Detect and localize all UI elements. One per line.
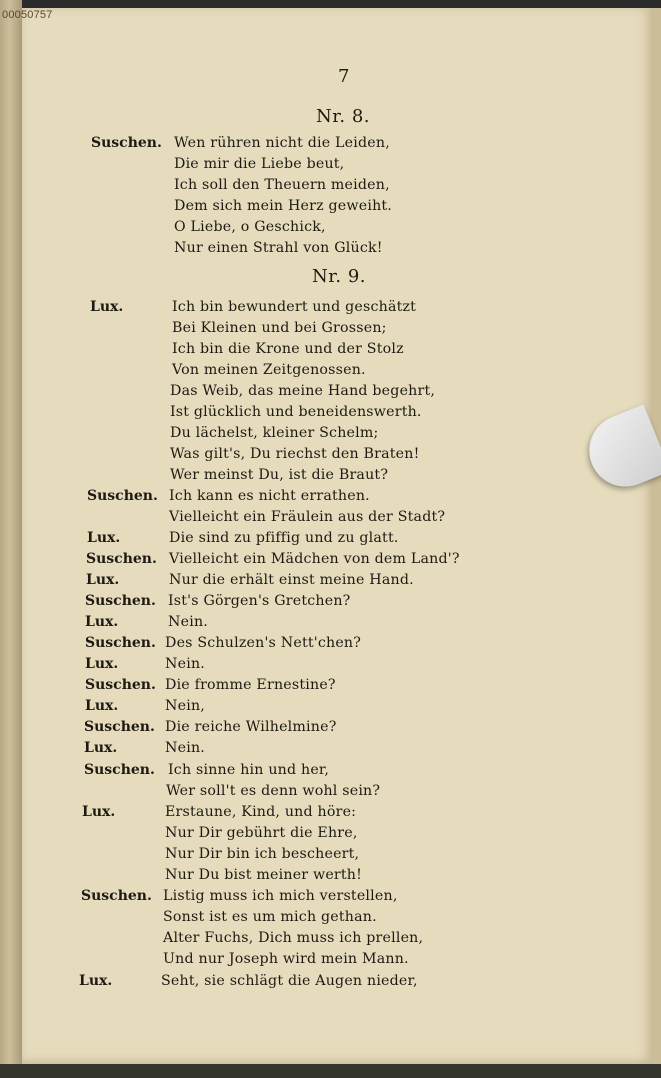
speaker-label: Suschen. [85, 677, 156, 693]
speaker-label: Lux. [85, 614, 119, 630]
verse-line: Ich soll den Theuern meiden, [174, 177, 390, 193]
verse-line: Erstaune, Kind, und höre: [165, 804, 357, 820]
verse-line: Nein. [168, 614, 208, 630]
page-number: 7 [338, 66, 350, 87]
verse-line: Nein. [165, 740, 205, 756]
verse-line: Und nur Joseph wird mein Mann. [163, 951, 409, 967]
verse-line: Ich bin bewundert und geschätzt [172, 299, 417, 315]
verse-line: Ich sinne hin und her, [168, 762, 330, 778]
speaker-label: Lux. [79, 973, 113, 989]
speaker-label: Lux. [82, 804, 116, 820]
speaker-label: Suschen. [86, 551, 157, 567]
speaker-label: Lux. [85, 656, 119, 672]
speaker-label: Lux. [86, 572, 120, 588]
speaker-label: Lux. [87, 530, 121, 546]
verse-line: O Liebe, o Geschick, [174, 219, 326, 235]
verse-line: Dem sich mein Herz geweiht. [174, 198, 393, 214]
verse-line: Ist's Görgen's Gretchen? [168, 593, 351, 609]
verse-line: Was gilt's, Du riechst den Braten! [170, 446, 420, 462]
verse-line: Vielleicht ein Mädchen von dem Land'? [169, 551, 460, 567]
verse-line: Nein. [165, 656, 205, 672]
verse-line: Die mir die Liebe beut, [174, 156, 345, 172]
verse-line: Seht, sie schlägt die Augen nieder, [161, 973, 418, 989]
book-gutter [0, 0, 22, 1078]
speaker-label: Suschen. [84, 719, 155, 735]
page-edge [651, 8, 661, 1068]
speaker-label: Suschen. [81, 888, 152, 904]
scan-bottom-border [0, 1064, 661, 1078]
verse-line: Die sind zu pfiffig und zu glatt. [169, 530, 399, 546]
speaker-label: Suschen. [91, 135, 162, 151]
verse-line: Ich kann es nicht errathen. [169, 488, 370, 504]
verse-line: Das Weib, das meine Hand begehrt, [170, 383, 436, 399]
verse-line: Alter Fuchs, Dich muss ich prellen, [163, 930, 424, 946]
verse-line: Ist glücklich und beneidenswerth. [170, 404, 422, 420]
section-heading-nr8: Nr. 8. [316, 106, 370, 127]
section-heading-nr9: Nr. 9. [312, 266, 366, 287]
verse-line: Nur Dir gebührt die Ehre, [165, 825, 358, 841]
speaker-label: Lux. [85, 698, 119, 714]
verse-line: Nur die erhält einst meine Hand. [169, 572, 414, 588]
verse-line: Nur Dir bin ich bescheert, [165, 846, 360, 862]
verse-line: Des Schulzen's Nett'chen? [165, 635, 362, 651]
speaker-label: Suschen. [84, 762, 155, 778]
verse-line: Von meinen Zeitgenossen. [172, 362, 366, 378]
verse-line: Wer meinst Du, ist die Braut? [170, 467, 389, 483]
verse-line: Nur Du bist meiner werth! [165, 867, 363, 883]
verse-line: Ich bin die Krone und der Stolz [172, 341, 404, 357]
verse-line: Vielleicht ein Fräulein aus der Stadt? [169, 509, 446, 525]
speaker-label: Suschen. [87, 488, 158, 504]
verse-line: Nein, [165, 698, 205, 714]
verse-line: Sonst ist es um mich gethan. [163, 909, 377, 925]
verse-line: Bei Kleinen und bei Grossen; [172, 320, 387, 336]
verse-line: Listig muss ich mich verstellen, [163, 888, 398, 904]
verse-line: Wen rühren nicht die Leiden, [174, 135, 390, 151]
verse-line: Die fromme Ernestine? [165, 677, 336, 693]
verse-line: Die reiche Wilhelmine? [165, 719, 337, 735]
speaker-label: Suschen. [85, 635, 156, 651]
scan-id-label: 00050757 [2, 9, 53, 21]
speaker-label: Lux. [90, 299, 124, 315]
verse-line: Du lächelst, kleiner Schelm; [170, 425, 379, 441]
speaker-label: Suschen. [85, 593, 156, 609]
verse-line: Wer soll't es denn wohl sein? [166, 783, 381, 799]
speaker-label: Lux. [84, 740, 118, 756]
verse-line: Nur einen Strahl von Glück! [174, 240, 383, 256]
